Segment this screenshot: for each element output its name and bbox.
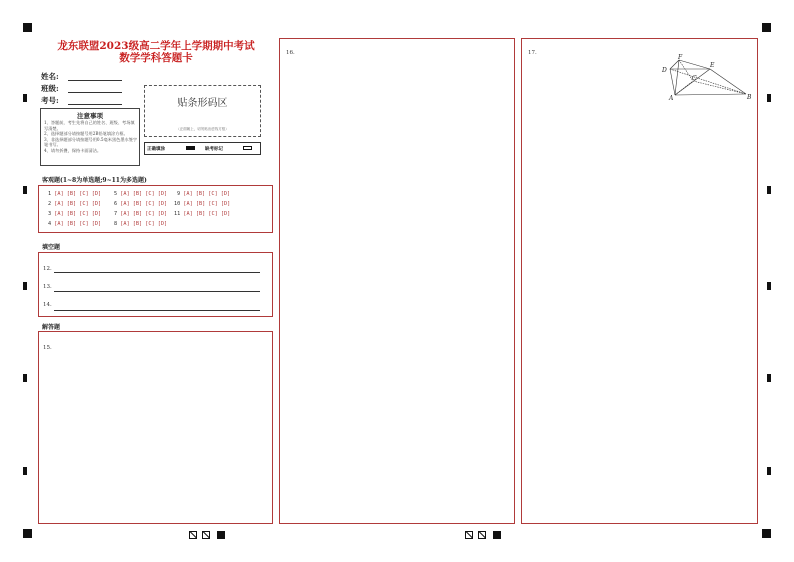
- solution-section-label: 解答题: [42, 324, 61, 331]
- registration-mark-bottom-left: [23, 529, 32, 538]
- page-code-block: [493, 531, 501, 539]
- timing-mark: [23, 467, 27, 475]
- notice-item: 3、非选择题部分请按题号用0.5毫米黑色墨水签字笔书写。: [44, 136, 138, 148]
- question-14-label: 14.: [43, 302, 52, 308]
- timing-mark: [23, 186, 27, 194]
- point-f-label: F: [678, 54, 683, 61]
- mc-question-8[interactable]: 8 [A] [B] [C] [D]: [114, 221, 168, 227]
- timing-mark: [767, 467, 771, 475]
- exam-number-field[interactable]: [68, 104, 122, 105]
- question-15-label: 15.: [43, 345, 52, 351]
- correct-fill-sample: [186, 146, 195, 150]
- barcode-note: （正面朝上，切勿贴出虚线方框）: [176, 127, 229, 131]
- absent-label: 缺考标记: [205, 147, 223, 152]
- fill-blank-section-label: 填空题: [42, 244, 61, 251]
- class-field[interactable]: [68, 92, 122, 93]
- page-code-icon: [465, 531, 473, 539]
- point-c-label: C: [692, 75, 697, 82]
- edge-fd: [670, 60, 679, 69]
- barcode-title: 贴条形码区: [177, 98, 228, 109]
- mc-question-2[interactable]: 2 [A] [B] [C] [D]: [48, 201, 102, 207]
- question-14-answer-line[interactable]: [54, 310, 260, 311]
- barcode-area: [144, 85, 261, 137]
- question-12-label: 12.: [43, 266, 52, 272]
- objective-panel: [38, 185, 273, 233]
- objective-section-label: 客观题(1~8为单选题;9~11为多选题): [42, 177, 147, 184]
- mc-question-3[interactable]: 3 [A] [B] [C] [D]: [48, 211, 102, 217]
- mc-question-4[interactable]: 4 [A] [B] [C] [D]: [48, 221, 102, 227]
- geometry-figure: [658, 53, 758, 103]
- page-code-icon: [478, 531, 486, 539]
- correct-fill-label: 正确填涂: [147, 147, 165, 152]
- fill-blank-panel: [38, 252, 273, 317]
- notice-item: 2、选择题部分请按题号用2B铅笔填涂方框。: [44, 131, 128, 137]
- page-code-icon: [189, 531, 197, 539]
- question-12-answer-line[interactable]: [54, 272, 260, 273]
- registration-mark-top-right: [762, 23, 771, 32]
- edge-cb: [693, 81, 746, 94]
- name-label: 姓名:: [41, 72, 59, 81]
- mc-question-7[interactable]: 7 [A] [B] [C] [D]: [114, 211, 168, 217]
- exam-number-label: 考号:: [41, 96, 59, 105]
- page-code-icon: [202, 531, 210, 539]
- mc-question-11[interactable]: 11 [A] [B] [C] [D]: [174, 211, 231, 217]
- timing-mark: [23, 282, 27, 290]
- question-17-answer-area[interactable]: [521, 38, 758, 524]
- mc-question-1[interactable]: 1 [A] [B] [C] [D]: [48, 191, 102, 197]
- edge-ae: [675, 69, 710, 95]
- page-code-block: [217, 531, 225, 539]
- question-13-answer-line[interactable]: [54, 291, 260, 292]
- mc-question-6[interactable]: 6 [A] [B] [C] [D]: [114, 201, 168, 207]
- point-d-label: D: [662, 67, 667, 74]
- point-b-label: B: [747, 94, 752, 101]
- fill-example-box: [144, 142, 261, 155]
- edge-da: [670, 69, 675, 95]
- notice-item: 1、答题前，考生先将自己的姓名、班级、考场填写清楚。: [44, 120, 135, 131]
- notice-text: [44, 120, 138, 154]
- registration-mark-bottom-right: [762, 529, 771, 538]
- mc-question-5[interactable]: 5 [A] [B] [C] [D]: [114, 191, 168, 197]
- edge-eb: [710, 69, 746, 94]
- edge-ab: [675, 94, 746, 95]
- timing-mark: [767, 282, 771, 290]
- mc-question-9[interactable]: 9 [A] [B] [C] [D]: [177, 191, 231, 197]
- name-field[interactable]: [68, 80, 122, 81]
- timing-mark: [767, 94, 771, 102]
- edge-fa: [675, 60, 679, 95]
- registration-mark-top-left: [23, 23, 32, 32]
- notice-title: 注意事项: [77, 112, 103, 120]
- question-17-label: 17.: [528, 50, 537, 56]
- timing-mark: [23, 94, 27, 102]
- timing-mark: [767, 186, 771, 194]
- mc-question-10[interactable]: 10 [A] [B] [C] [D]: [174, 201, 231, 207]
- question-16-label: 16.: [286, 50, 295, 56]
- point-e-label: E: [710, 62, 715, 69]
- question-13-label: 13.: [43, 284, 52, 290]
- timing-mark: [767, 374, 771, 382]
- point-a-label: A: [669, 95, 674, 102]
- question-15-answer-area[interactable]: [38, 331, 273, 524]
- notice-box: [40, 108, 140, 166]
- question-16-answer-area[interactable]: [279, 38, 515, 524]
- edge-fe: [679, 60, 710, 69]
- absent-checkbox[interactable]: [243, 146, 252, 150]
- exam-title: 龙东联盟2023级高二学年上学期期中考试: [57, 40, 255, 52]
- exam-subtitle: 数学学科答题卡: [119, 52, 193, 64]
- class-label: 班级:: [41, 84, 59, 93]
- timing-mark: [23, 374, 27, 382]
- edge-ac: [675, 81, 693, 95]
- notice-item: 4、请勿折叠，保持卡面清洁。: [44, 147, 102, 153]
